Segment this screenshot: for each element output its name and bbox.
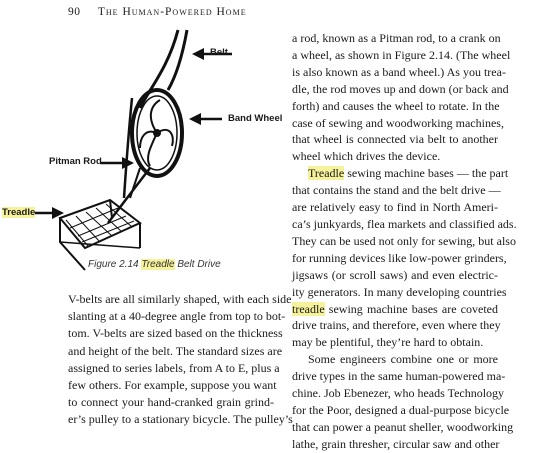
label-band-wheel: Band Wheel: [228, 113, 283, 124]
text-line: chine. Job Ebenezer, who heads Technology: [292, 386, 505, 401]
text-line: tom. V-belts are sized based on the thickness: [68, 326, 283, 341]
text-line: are relatively easy to find in North Ameri-: [292, 200, 498, 215]
text-fragment: sewing machine bases are coveted: [324, 301, 498, 316]
text-line: dle, the rod moves up and down (or back and: [292, 81, 509, 96]
left-column-text: [68, 291, 293, 429]
running-title: The Human-Powered Home: [97, 6, 247, 18]
highlight-treadle: Treadle: [308, 166, 345, 181]
text-line: forth) and causes the wheel to rotate. In the: [292, 98, 500, 113]
text-line: for the Poor, designed a dual-purpose bicycle: [292, 402, 510, 417]
text-line: a wheel, as shown in Figure 2.14. (The wheel: [292, 47, 511, 62]
text-line: [292, 165, 509, 182]
text-line: and height of the belt. The standard sizes are: [68, 343, 283, 358]
page-header: [68, 6, 247, 18]
text-line: er’s pulley to a stationary bicycle. The pulley’s: [68, 412, 293, 427]
text-line: V-belts are all similarly shaped, with each side: [68, 292, 292, 306]
text-line: that wheel is connected via belt to another: [292, 132, 498, 147]
page-number: 90: [68, 6, 81, 18]
label-belt: Belt: [210, 47, 228, 58]
caption-highlight: Treadle: [141, 259, 175, 270]
text-line: jigsaws (or scroll saws) and even electric-: [292, 267, 498, 282]
figure-treadle-belt-drive: [0, 28, 285, 273]
text-line: drive trains, and therefore, even where they: [292, 318, 501, 333]
text-line: Some engineers combine one or more: [308, 352, 498, 367]
text-line: is also known as a band wheel.) As you trea-: [292, 64, 506, 79]
caption-prefix: Figure 2.14: [88, 259, 142, 270]
text-line: [292, 301, 498, 318]
text-line: to connect your hand-cranked grain grind-: [68, 395, 274, 410]
text-line: ity generators. In many developing countries: [292, 284, 507, 299]
text-line: few others. For example, suppose you want: [68, 378, 277, 393]
label-treadle: Treadle: [2, 207, 36, 218]
label-pitman-rod: Pitman Rod: [49, 156, 102, 167]
text-line: case of sewing and woodworking machines,: [292, 115, 504, 130]
text-line: assigned to series labels, from A to E, plus a: [68, 360, 280, 375]
text-line: They can be used not only for sewing, but also: [292, 233, 516, 248]
text-line: slanting at a 40-degree angle from top to bot-: [68, 309, 286, 324]
text-line: wheel which drives the device.: [292, 149, 441, 164]
text-line: that contains the stand and the belt drive —: [292, 183, 501, 198]
text-line: lathe, grain thresher, circular saw and other: [292, 436, 500, 451]
right-column-text: [292, 30, 517, 453]
treadle-illustration: [0, 28, 285, 273]
text-line: that can power a peanut sheller, woodworking: [292, 419, 514, 434]
text-line: drive types in the same human-powered ma-: [292, 369, 506, 384]
text-line: a rod, known as a Pitman rod, to a crank on: [292, 31, 501, 45]
text-line: may be plentiful, they’re hard to obtain.: [292, 335, 484, 350]
text-line: for running devices like low-power grinders,: [292, 250, 507, 265]
text-line: ca’s junkyards, flea markets and classified ads.: [292, 216, 517, 231]
text-fragment: sewing machine bases — the part: [344, 166, 509, 181]
figure-caption: [88, 259, 221, 270]
caption-suffix: Belt Drive: [174, 259, 221, 270]
highlight-treadle: treadle: [292, 301, 325, 316]
